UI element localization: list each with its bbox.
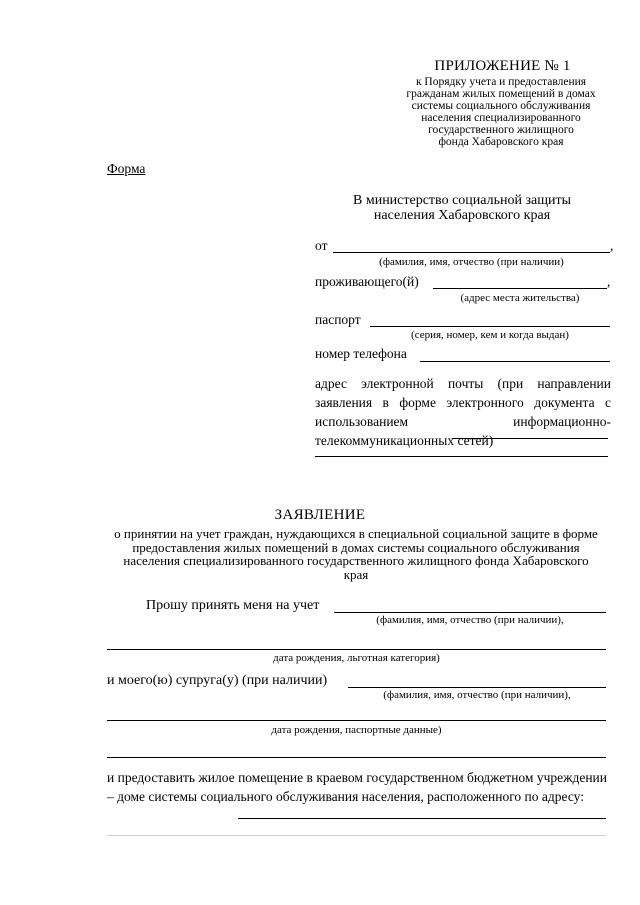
spouse-field-continued[interactable] <box>107 720 606 721</box>
phone-label: номер телефона <box>315 346 407 361</box>
passport-field[interactable] <box>370 326 610 327</box>
birth-hint: дата рождения, льготная категория) <box>273 652 440 664</box>
from-hint: (фамилия, имя, отчество (при наличии) <box>379 256 564 268</box>
appendix-text <box>392 76 610 148</box>
recipient-line-1: В министерство социальной защиты <box>353 193 571 208</box>
recipient-block <box>312 193 612 223</box>
request-field-continued[interactable] <box>107 649 606 650</box>
spouse-field[interactable] <box>348 687 606 688</box>
residing-field[interactable] <box>433 288 607 289</box>
spouse-field-extra[interactable] <box>107 757 606 758</box>
appendix-line: системы социального обслуживания <box>411 100 591 112</box>
appendix-line: фонда Хабаровского края <box>438 136 564 148</box>
from-label: от <box>315 238 328 253</box>
email-field-continued[interactable] <box>315 456 608 457</box>
provide-text: и предоставить жилое помещение в краевом государственном бюджетном учреждении – доме системы социального обслуживания населения, расположенного по адресу: <box>107 770 607 804</box>
address-field[interactable] <box>238 818 606 819</box>
form-label: Форма <box>107 161 146 176</box>
statement-subtitle: о принятии на учет граждан, нуждающихся в специальной социальной защите в форме предоставления жилых помещений в домах системы социального обслуживания населения специализированного государственного жилищного фонда Хабаровского края <box>114 526 598 582</box>
appendix-line: к Порядку учета и предоставления <box>415 76 587 88</box>
recipient-line-2: населения Хабаровского края <box>373 208 551 223</box>
appendix-line: населения специализированного <box>421 112 581 124</box>
request-field[interactable] <box>334 612 606 613</box>
spouse-label: и моего(ю) супруга(у) (при наличии) <box>107 673 328 688</box>
from-field[interactable] <box>333 252 610 253</box>
appendix-title: ПРИЛОЖЕНИЕ № 1 <box>434 58 571 74</box>
spouse-birth-hint: дата рождения, паспортные данные) <box>271 724 442 736</box>
request-hint: (фамилия, имя, отчество (при наличии), <box>376 614 564 626</box>
appendix-line: гражданам жилых помещений в домах <box>406 88 596 100</box>
residing-hint: (адрес места жительства) <box>460 292 580 304</box>
phone-field[interactable] <box>420 361 610 362</box>
statement-title: ЗАЯВЛЕНИЕ <box>274 507 366 523</box>
address-field-continued[interactable] <box>107 835 606 836</box>
residing-label: проживающего(й) <box>315 274 419 289</box>
appendix-line: государственного жилищного <box>428 124 574 136</box>
residing-comma: , <box>607 274 611 289</box>
passport-hint: (серия, номер, кем и когда выдан) <box>411 329 569 341</box>
passport-label: паспорт <box>315 312 361 327</box>
spouse-hint: (фамилия, имя, отчество (при наличии), <box>383 689 571 701</box>
request-label: Прошу принять меня на учет <box>146 598 320 613</box>
email-label: адрес электронной почты (при направлении заявления в форме электронного документа с использованием информационно-телекоммуникационных сетей) <box>315 376 611 448</box>
email-field[interactable] <box>452 438 608 439</box>
from-comma: , <box>610 238 614 253</box>
